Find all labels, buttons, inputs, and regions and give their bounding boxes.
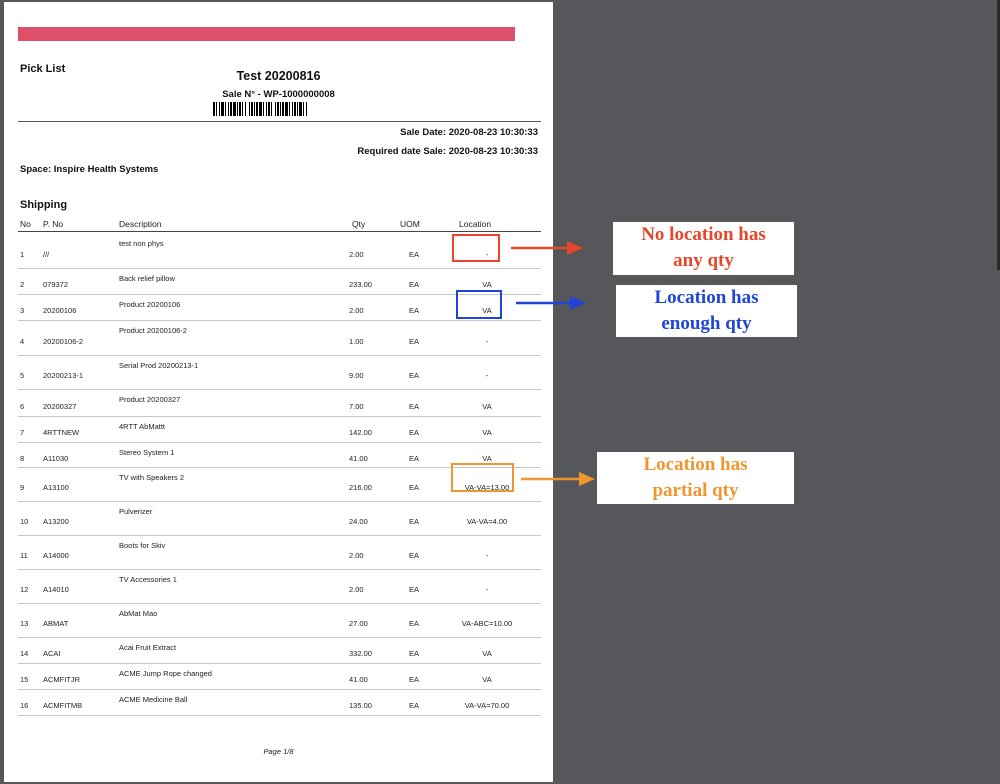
barcode-bar [221,102,224,116]
callout-no-location-qty [613,222,794,275]
barcode-bar [282,102,284,116]
barcode-bar [233,102,236,116]
cell-qty: 41.00 [349,454,368,463]
cell-pno: /// [43,250,50,259]
cell-qty: 7.00 [349,402,364,411]
callout-enough-line2: enough qty [661,313,752,334]
callout-partial-line1: Location has [643,454,748,475]
barcode-bar [249,102,250,116]
cell-loc: VA [482,454,492,463]
cell-no: 16 [20,701,29,710]
column-header-no: No [20,219,31,229]
cell-qty: 2.00 [349,306,364,315]
cell-desc: ACME Medicine Ball [119,695,188,704]
barcode-bar [306,102,307,116]
cell-loc: - [485,250,489,259]
barcode-bar [294,102,296,116]
cell-desc: Boots for Skiv [119,541,166,550]
orange-arrow-icon [521,472,595,486]
cell-qty: 1.00 [349,337,364,346]
cell-desc: test non phys [119,239,164,248]
cell-desc: ACME Jump Rope changed [119,669,212,678]
cell-desc: TV Accessories 1 [119,575,177,584]
barcode-bar [277,102,279,116]
partial-qty-highlight-box [451,463,514,492]
cell-uom: EA [409,675,420,684]
page-number: Page 1/8 [263,747,294,756]
barcode-bar [289,102,290,116]
table-row [18,389,541,417]
callout-enough-qty [616,285,797,337]
cell-no: 12 [20,585,29,594]
cell-no: 7 [20,428,25,437]
cell-uom: EA [409,402,420,411]
cell-qty: 332.00 [349,649,372,658]
barcode-bar [299,102,302,116]
cell-qty: 2.00 [349,551,364,560]
cell-loc: VA [482,428,492,437]
cell-pno: A13100 [43,483,69,492]
barcode-bar [285,102,288,116]
column-header-uom: UOM [400,219,420,229]
table-row [18,535,541,570]
space-label: Space: Inspire Health Systems [20,164,159,175]
barcode-bar [266,102,267,116]
no-qty-highlight-box [452,234,500,262]
cell-no: 6 [20,402,25,411]
barcode-bar [225,102,226,116]
barcode-bar [303,102,304,116]
cell-qty: 216.00 [349,483,372,492]
cell-desc: 4RTT AbMattt [119,422,165,431]
cell-pno: A14010 [43,585,69,594]
column-header-pno: P. No [43,219,64,229]
barcode-bar [219,102,220,116]
cell-qty: 27.00 [349,619,368,628]
cell-uom: EA [409,701,420,710]
cell-loc: VA [482,306,492,315]
cell-uom: EA [409,619,420,628]
cell-loc: VA [482,675,492,684]
cell-loc: VA-ABC=10.00 [461,619,513,628]
required-date: Required date Sale: 2020-08-23 10:30:33 [357,146,538,157]
enough-qty-highlight-box [456,290,502,319]
cell-no: 5 [20,371,25,380]
cell-pno: A13200 [43,517,69,526]
table-row [18,603,541,638]
header-divider [18,121,541,122]
callout-no-location-line1: No location has [641,224,766,245]
table-row [18,663,541,690]
barcode-bar [259,102,262,116]
cell-loc: VA [482,402,492,411]
cell-desc: Stereo System 1 [119,448,175,457]
cell-no: 8 [20,454,25,463]
cell-loc: - [485,371,489,380]
cell-qty: 41.00 [349,675,368,684]
table-row [18,569,541,604]
barcode-bar [216,102,217,116]
cell-qty: 233.00 [349,280,372,289]
barcode-bar [297,102,298,116]
cell-uom: EA [409,483,420,492]
column-header-location: Location [459,219,492,229]
cell-uom: EA [409,250,420,259]
cell-desc: Product 20200106-2 [119,326,187,335]
cell-qty: 24.00 [349,517,368,526]
cell-no: 4 [20,337,25,346]
cell-uom: EA [409,306,420,315]
cell-no: 13 [20,619,29,628]
table-header-divider [18,231,541,232]
header-accent-bar [18,27,515,41]
cell-pno: 20200213-1 [43,371,84,380]
doc-type-label: Pick List [20,63,66,75]
cell-pno: ACMFITMB [43,701,83,710]
cell-loc: VA-VA=70.00 [464,701,510,710]
sale-number: Sale N° - WP-1000000008 [222,89,335,100]
cell-loc: VA-VA=4.00 [466,517,508,526]
barcode-bar [263,102,264,116]
cell-loc: - [485,337,489,346]
cell-desc: Serial Prod 20200213-1 [119,361,199,370]
cell-pno: A14000 [43,551,69,560]
cell-pno: ACMFITJR [43,675,81,684]
pick-list-page [4,2,553,782]
cell-desc: AbMat Mao [119,609,158,618]
cell-no: 15 [20,675,29,684]
cell-pno: 079372 [43,280,69,289]
cell-no: 11 [20,551,28,560]
barcode-bar [254,102,255,116]
cell-desc: Product 20200327 [119,395,181,404]
cell-qty: 2.00 [349,585,364,594]
cell-desc: Product 20200106 [119,300,181,309]
column-header-qty: Qty [352,219,366,229]
cell-uom: EA [409,551,420,560]
cell-uom: EA [409,337,420,346]
barcode-bar [275,102,276,116]
cell-loc: VA [482,280,492,289]
cell-desc: Back relief pillow [119,274,175,283]
cell-pno: 20200106-2 [43,337,84,346]
barcode-bar [268,102,270,116]
sale-date: Sale Date: 2020-08-23 10:30:33 [400,127,538,138]
doc-title: Test 20200816 [236,69,321,83]
cell-qty: 9.00 [349,371,364,380]
table-row [18,355,541,390]
cell-uom: EA [409,517,420,526]
callout-partial-line2: partial qty [652,480,739,501]
cell-uom: EA [409,454,420,463]
cell-pno: ABMAT [43,619,69,628]
callout-no-location-line2: any qty [673,250,734,271]
cell-loc: - [485,551,489,560]
cell-qty: 2.00 [349,250,364,259]
table-row [18,501,541,536]
cell-loc: VA [482,649,492,658]
cell-pno: ACAI [43,649,61,658]
cell-pno: 20200106 [43,306,77,315]
callout-enough-line1: Location has [654,287,759,308]
cell-qty: 135.00 [349,701,372,710]
cell-no: 3 [20,306,25,315]
column-header-description: Description [119,219,162,229]
callout-partial-qty [597,452,794,504]
cell-desc: Acai Fruit Extract [119,643,177,652]
cell-desc: Pulverizer [119,507,153,516]
cell-no: 10 [20,517,29,526]
cell-uom: EA [409,428,420,437]
cell-loc: VA-VA=13.00 [464,483,510,492]
table-row [18,416,541,443]
cell-uom: EA [409,371,420,380]
blue-arrow-icon [516,296,586,310]
barcode-bar [213,102,215,116]
barcode-bar [245,102,246,116]
barcode-bar [271,102,272,116]
cell-no: 2 [20,280,25,289]
cell-pno: A11030 [43,454,69,463]
table-row [18,320,541,356]
barcode-bar [239,102,241,116]
barcode-bar [237,102,238,116]
barcode-bar [256,102,258,116]
table-row [18,637,541,664]
cell-pno: 4RTTNEW [43,428,80,437]
barcode-bar [230,102,232,116]
red-arrow-icon [511,241,583,255]
cell-uom: EA [409,280,420,289]
table-row [18,689,541,716]
cell-uom: EA [409,649,420,658]
barcode-bar [228,102,229,116]
cell-desc: TV with Speakers 2 [119,473,185,482]
section-heading: Shipping [20,199,68,211]
cell-no: 9 [20,483,25,492]
barcode-bar [251,102,253,116]
barcode-image [213,102,345,116]
cell-uom: EA [409,585,420,594]
cell-pno: 20200327 [43,402,77,411]
barcode-bar [242,102,243,116]
barcode-bar [280,102,281,116]
cell-no: 1 [20,250,25,259]
cell-loc: - [485,585,489,594]
cell-qty: 142.00 [349,428,372,437]
barcode-bar [292,102,293,116]
cell-no: 14 [20,649,29,658]
